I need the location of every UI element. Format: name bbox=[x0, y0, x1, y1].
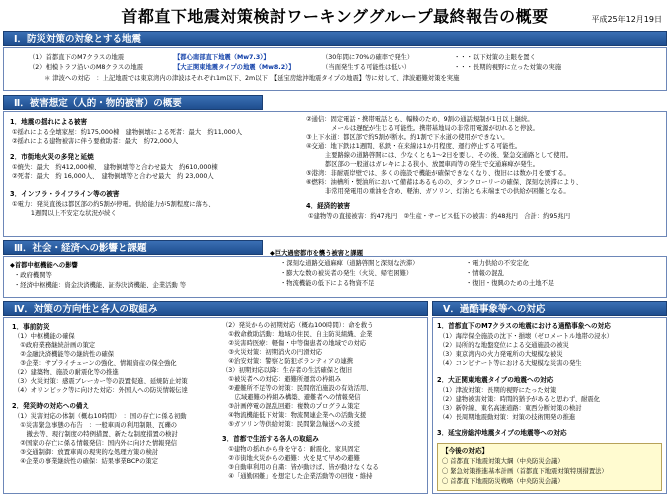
severe-2-c: （3）新幹線、東名高速道路：東西分断対策の検討 bbox=[439, 405, 582, 412]
severe-2-b: （2）建物被害対策：時間的猶予があると思わず、耐震化 bbox=[439, 396, 600, 403]
damage-comm-line-2: メールは遅配が生じる可能性。携帯基地局の非常用電源が切れると停波。 bbox=[306, 125, 539, 132]
future-actions-box bbox=[437, 443, 662, 491]
damage-traffic-line-1: ④交通：地下鉄は1週間、私鉄・在来線は1か月程度、運行停止する可能性。 bbox=[306, 143, 522, 150]
damage-3-line-b: 1週間以上不安定な状況が続く bbox=[12, 210, 117, 217]
damage-traffic-line-3: 都区部の一般道はガレキによる狭小、放置車両等の発生で交通麻痺が発生。 bbox=[306, 161, 539, 168]
impact-city-traffic: ・深刻な道路交通麻痺（道路啓開と深刻な渋滞） bbox=[280, 260, 419, 267]
section-5-body bbox=[432, 317, 667, 494]
impact-capital-econ: ・経済中枢機能：資金決済機能、証券決済機能、企業活動 等 bbox=[14, 282, 187, 289]
impact-power: ・電力供給の不安定化 bbox=[466, 260, 529, 267]
measure-1-d: ③企業：サプライチェーンの強化、情報資産の保全強化 bbox=[14, 360, 177, 367]
section-3-body bbox=[3, 250, 667, 298]
damage-traffic-line-2: 主要路線の道路啓開には、少なくとも1～2日を要し、その後、緊急交通路として使用。 bbox=[306, 152, 573, 159]
measure-later-heading: （3）初期対応以降：生存者の生活確保と復旧 bbox=[222, 367, 352, 374]
severe-3-heading: 3．延宝房総沖地震タイプの地震等への対応 bbox=[437, 429, 567, 437]
measure-1-c: ②金融決済機能等の継続性の確保 bbox=[14, 351, 115, 358]
damage-fuel-line-1: ⑥燃料：油槽所・製油所において備蓄はあるものの、タンクローリーの確保、深刻な渋滞により、 bbox=[306, 179, 583, 186]
measure-initial-heading: （2）発災からの初期対応（概ね100時間）：命を救う bbox=[222, 322, 374, 329]
impact-info: ・情報の混乱 bbox=[466, 270, 504, 277]
measure-1-g: （4）オリンピック等に向けた対応：外国人への防災情報伝達 bbox=[14, 387, 188, 394]
section-1-body bbox=[3, 47, 667, 91]
measure-2-b: ①災害緊急事態の布告 ：一般車両の利用制限、瓦礫の bbox=[14, 422, 178, 429]
measure-initial-d: ④治安対策：警察と防犯ボランティアの連携 bbox=[222, 358, 354, 365]
section-4-header: Ⅳ．対策の方向性と各人の取組み bbox=[3, 301, 428, 316]
severe-1-heading: 1．首都直下のM7クラスの地震における過酷事象への対応 bbox=[437, 322, 611, 330]
measure-later-c: ③計画停電の混乱回避：複数のプログラム策定 bbox=[222, 403, 360, 410]
measure-later-d: ④物流機能低下対策：物流関連企業への活動支援 bbox=[222, 412, 367, 419]
measure-2-c: 撤去等、現行制度の特例措置、新たな制度措置の検討 bbox=[14, 431, 178, 438]
measure-3-d: ④「通勤困難」を想定した企業活動等の回復・維持 bbox=[222, 473, 373, 480]
damage-fuel-line-2: 非常用発電用の重油を含め、軽油、ガソリン、灯油とも末端までの供給が困難となる。 bbox=[306, 188, 570, 195]
eq-2-label: （2）相模トラフ沿いのM8クラスの地震 bbox=[29, 64, 144, 71]
eq-1-name: 【都心南部直下地震（Mw7.3）】 bbox=[174, 54, 270, 61]
eq-2-policy: ・・・長期的視野に立った対策の実施 bbox=[454, 64, 562, 71]
damage-1-line-a: ①揺れによる全壊家屋：約175,000棟 建物倒壊による死者：最大 約11,000人 bbox=[12, 129, 243, 136]
report-date: 平成25年12月19日 bbox=[591, 15, 662, 24]
section-2-header: Ⅱ．被害想定（人的・物的被害）の概要 bbox=[3, 95, 263, 110]
measure-later-b2: 広域避難の枠組み構築、避難者への情報発信 bbox=[222, 394, 361, 401]
measure-2-f: ④企業の事業継続性の確保：結果事業BCPの策定 bbox=[14, 458, 158, 465]
eq-2-prob: （当面発生する可能性は低い） bbox=[322, 64, 411, 71]
measure-2-heading: 2．発災時の対応への備え bbox=[12, 402, 90, 410]
measure-3-heading: 3．首都で生活する各人の取組み bbox=[222, 435, 319, 443]
severe-1-d: （4）コンビナート等における大規模な災害の発生 bbox=[439, 360, 582, 367]
measure-3-c: ③自動車利用の自粛：皆が動けば、皆が動けなくなる bbox=[222, 464, 379, 471]
damage-economic-line: ①建物等の直接被害：約47兆円 ②生産・サービス低下の被害：約48兆円 合計：約95兆円 bbox=[308, 213, 571, 220]
measure-initial-b: ②災害時医療：軽傷・中等傷患者の地域での対応 bbox=[222, 340, 367, 347]
severe-2-heading: 2．大正関東地震タイプの地震への対応 bbox=[437, 376, 554, 384]
impact-city-victims: ・膨大な数の被災者の発生（火災、帰宅困難） bbox=[280, 270, 413, 277]
measure-2-a: （1）災害対応の体制（概ね10時間） ：国の存亡に係る初動 bbox=[14, 413, 187, 420]
severe-2-a: （1）津波対策：長期的視野にたった対策 bbox=[439, 387, 557, 394]
measure-initial-c: ③火災対策：初期消火の円滑対応 bbox=[222, 349, 323, 356]
damage-2-line-a: ①焼失：最大 約412,000棟、 建物倒壊等と合わせ最大 約610,000棟 bbox=[12, 164, 218, 171]
future-action-3: 〇 首都直下地震防災戦略（中央防災会議） bbox=[442, 478, 564, 485]
damage-2-heading: 2．市街地火災の多発と延焼 bbox=[10, 153, 94, 161]
measure-3-b: ②市街地火災からの避難：火を見て早めの避難 bbox=[222, 455, 360, 462]
measure-later-e: ⑤ガソリン等供給対策：民間緊急輸送への支援 bbox=[222, 421, 360, 428]
damage-1-heading: 1．地震の揺れによる被害 bbox=[10, 118, 88, 126]
section-2-body bbox=[3, 111, 667, 237]
measure-initial-a: ①救命救助活動：地域の住民、自主防災組織、企業 bbox=[222, 331, 373, 338]
damage-3-heading: 3．インフラ・ライフライン等の被害 bbox=[10, 190, 120, 198]
severe-2-d: （4）長周期地震動対策：対策の技術開発の推進 bbox=[439, 414, 576, 421]
measure-later-a: ①被災者への対応：避難所運営の枠組み bbox=[222, 376, 341, 383]
damage-3-line-a: ①電力：発災直後は都区部の約5割が停電。供給能力が5割程度に落ち、 bbox=[12, 201, 215, 208]
measure-1-b: ①政府業務継続計画の策定 bbox=[14, 342, 96, 349]
eq-1-policy: ・・・以下対策の主眼を置く bbox=[454, 54, 536, 61]
measure-3-a: ①建物の揺れから身を守る：耐震化、家具固定 bbox=[222, 446, 360, 453]
severe-1-b: （2）局所的な地盤変位による交通施設の被災 bbox=[439, 342, 569, 349]
measure-1-heading: 1．事前防災 bbox=[12, 323, 50, 331]
damage-2-line-b: ②死者：最大 約 16,000人、 建物倒壊等と合わせ最大 約 23,000人 bbox=[12, 173, 214, 180]
section-5-header: Ⅴ．過酷事象等への対応 bbox=[432, 301, 667, 316]
section-3-header: Ⅲ．社会・経済への影響と課題 bbox=[3, 240, 263, 255]
eq-2-name: 【大正関東地震タイプの地震（Mw8.2）】 bbox=[174, 64, 295, 71]
impact-city-logistics: ・物流機能の低下による物資不足 bbox=[280, 280, 375, 287]
impact-city-heading: ◆巨大過密都市を襲う被害と課題 bbox=[270, 250, 363, 257]
section-4-body bbox=[3, 317, 428, 494]
measure-1-e: （2）建築物、施設の耐震化等の推進 bbox=[14, 369, 119, 376]
impact-land: ・復旧・復興のための土地不足 bbox=[466, 280, 555, 287]
section-1-header: Ⅰ．防災対策の対象とする地震 bbox=[3, 31, 667, 46]
damage-4-heading: 4．経済的被害 bbox=[306, 202, 351, 210]
future-action-2: 〇 緊急対策推進基本計画（首都直下地震対策特別措置法） bbox=[442, 468, 608, 475]
future-action-1: 〇 首都直下地震対策大綱（中央防災会議） bbox=[442, 458, 564, 465]
measure-1-f: （3）火災対策：感震ブレーカー等の設置促進、延焼防止対策 bbox=[14, 378, 188, 385]
damage-water-line: ③上下水道：都区部で約5割が断水。約1割で下水道の使用ができない。 bbox=[306, 134, 509, 141]
future-actions-heading: 【今後の対応】 bbox=[442, 447, 489, 455]
measure-2-d: ②国家の存亡に係る情報発信：国内外に向けた情報発信 bbox=[14, 440, 178, 447]
damage-1-line-b: ②揺れによる建物被害に伴う要救助者：最大 約72,000人 bbox=[12, 138, 179, 145]
impact-capital-gov: ・政府機関等 bbox=[14, 272, 52, 279]
severe-1-a: （1）海岸保全施設の沈下・損壊（ゼロメートル地帯の浸水） bbox=[439, 333, 614, 340]
eq-1-prob: （30年間に70%の確率で発生） bbox=[322, 54, 414, 61]
impact-capital-heading: ◆首都中枢機能への影響 bbox=[10, 262, 78, 269]
severe-1-c: （3）東京湾内の火力発電所の大規模な被災 bbox=[439, 351, 563, 358]
measure-later-b: ②避難所不足等の対策：民間宿泊施設の有効活用、 bbox=[222, 385, 373, 392]
damage-comm-line-1: ②通信：固定電話・携帯電話とも、輻輳のため、9割の通話規制が1日以上継続。 bbox=[306, 116, 534, 123]
page-title: 首都直下地震対策検討ワーキンググループ最終報告の概要 bbox=[121, 7, 549, 26]
damage-port-line: ⑤港湾：非耐震岸壁では、多くの施設で機能が確保できなくなり、復旧には数か月を要する。 bbox=[306, 170, 570, 177]
eq-1-label: （1）首都直下のM7クラスの地震 bbox=[29, 54, 125, 61]
measure-1-a: （1）中枢機能の確保 bbox=[14, 333, 75, 340]
measure-2-e: ③交通制御：放置車両の現実的な処理方策の検討 bbox=[14, 449, 159, 456]
tsunami-note: ＊ 津波への対応 ：上記地震では東京湾内の津波はそれぞれ1m以下、2m以下 【延宝房総沖地震タイプの地震】等に対して、津波避難対策を実施 bbox=[44, 75, 460, 82]
